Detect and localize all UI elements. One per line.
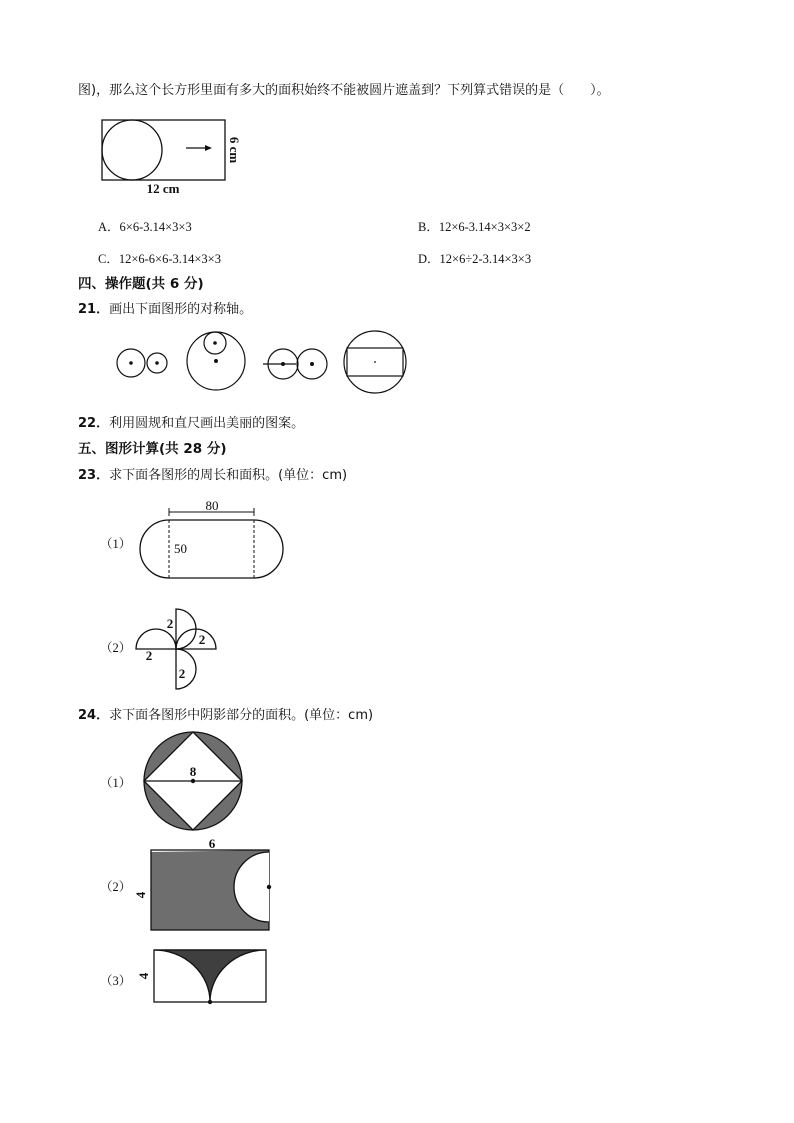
question-23-number: 23． — [78, 468, 110, 483]
question-21-text: 画出下面图形的对称轴。 — [109, 302, 253, 317]
question-24-number: 24． — [78, 708, 110, 723]
question-24-text: 求下面各图形中阴影部分的面积。(单位：cm) — [109, 708, 374, 723]
q24-fig1-label: 8 — [189, 764, 197, 779]
q24-fig1-tag: （1） — [100, 776, 132, 790]
q20-option-c[interactable]: C．12×6-6×6-3.14×3×3 — [98, 252, 221, 266]
q23-fig2-label-right: 2 — [198, 632, 206, 647]
q24-fig2-side-label: 4 — [133, 891, 148, 899]
q24-fig2-top-label: 6 — [208, 836, 216, 851]
q23-fig1-tag: （1） — [100, 537, 132, 551]
q23-fig2-label-top: 2 — [166, 616, 174, 631]
section-4-title: 四、操作题(共 6 分) — [78, 276, 204, 292]
section-5-title: 五、图形计算(共 28 分) — [78, 441, 227, 457]
q20-option-b[interactable]: B．12×6-3.14×3×3×2 — [418, 220, 531, 234]
q23-fig2-tag: （2） — [100, 641, 132, 655]
q24-fig2-tag: （2） — [100, 880, 132, 894]
question-20-continuation: 图)，那么这个长方形里面有多大的面积始终不能被圆片遮盖到？下列算式错误的是（ ）。 — [78, 83, 610, 98]
q23-fig2-label-left: 2 — [145, 648, 153, 663]
q23-fig1-top-label: 80 — [205, 498, 219, 513]
question-21-number: 21． — [78, 302, 110, 317]
question-22-text: 利用圆规和直尺画出美丽的图案。 — [109, 416, 305, 431]
q20-height-label: 6 cm — [227, 136, 242, 164]
q24-fig3-tag: （3） — [100, 974, 132, 988]
q24-fig3-shaded-region — [154, 950, 266, 1002]
q20-option-d[interactable]: D．12×6÷2-3.14×3×3 — [418, 252, 532, 266]
q24-fig3-side-label: 4 — [136, 972, 151, 980]
question-22-number: 22． — [78, 416, 110, 431]
q20-width-label: 12 cm — [146, 181, 180, 196]
q20-option-a[interactable]: A．6×6-3.14×3×3 — [98, 220, 192, 234]
question-23-text: 求下面各图形的周长和面积。(单位：cm) — [109, 468, 348, 483]
q23-fig2-label-bottom: 2 — [178, 666, 186, 681]
q23-fig1-side-label: 50 — [174, 541, 187, 556]
